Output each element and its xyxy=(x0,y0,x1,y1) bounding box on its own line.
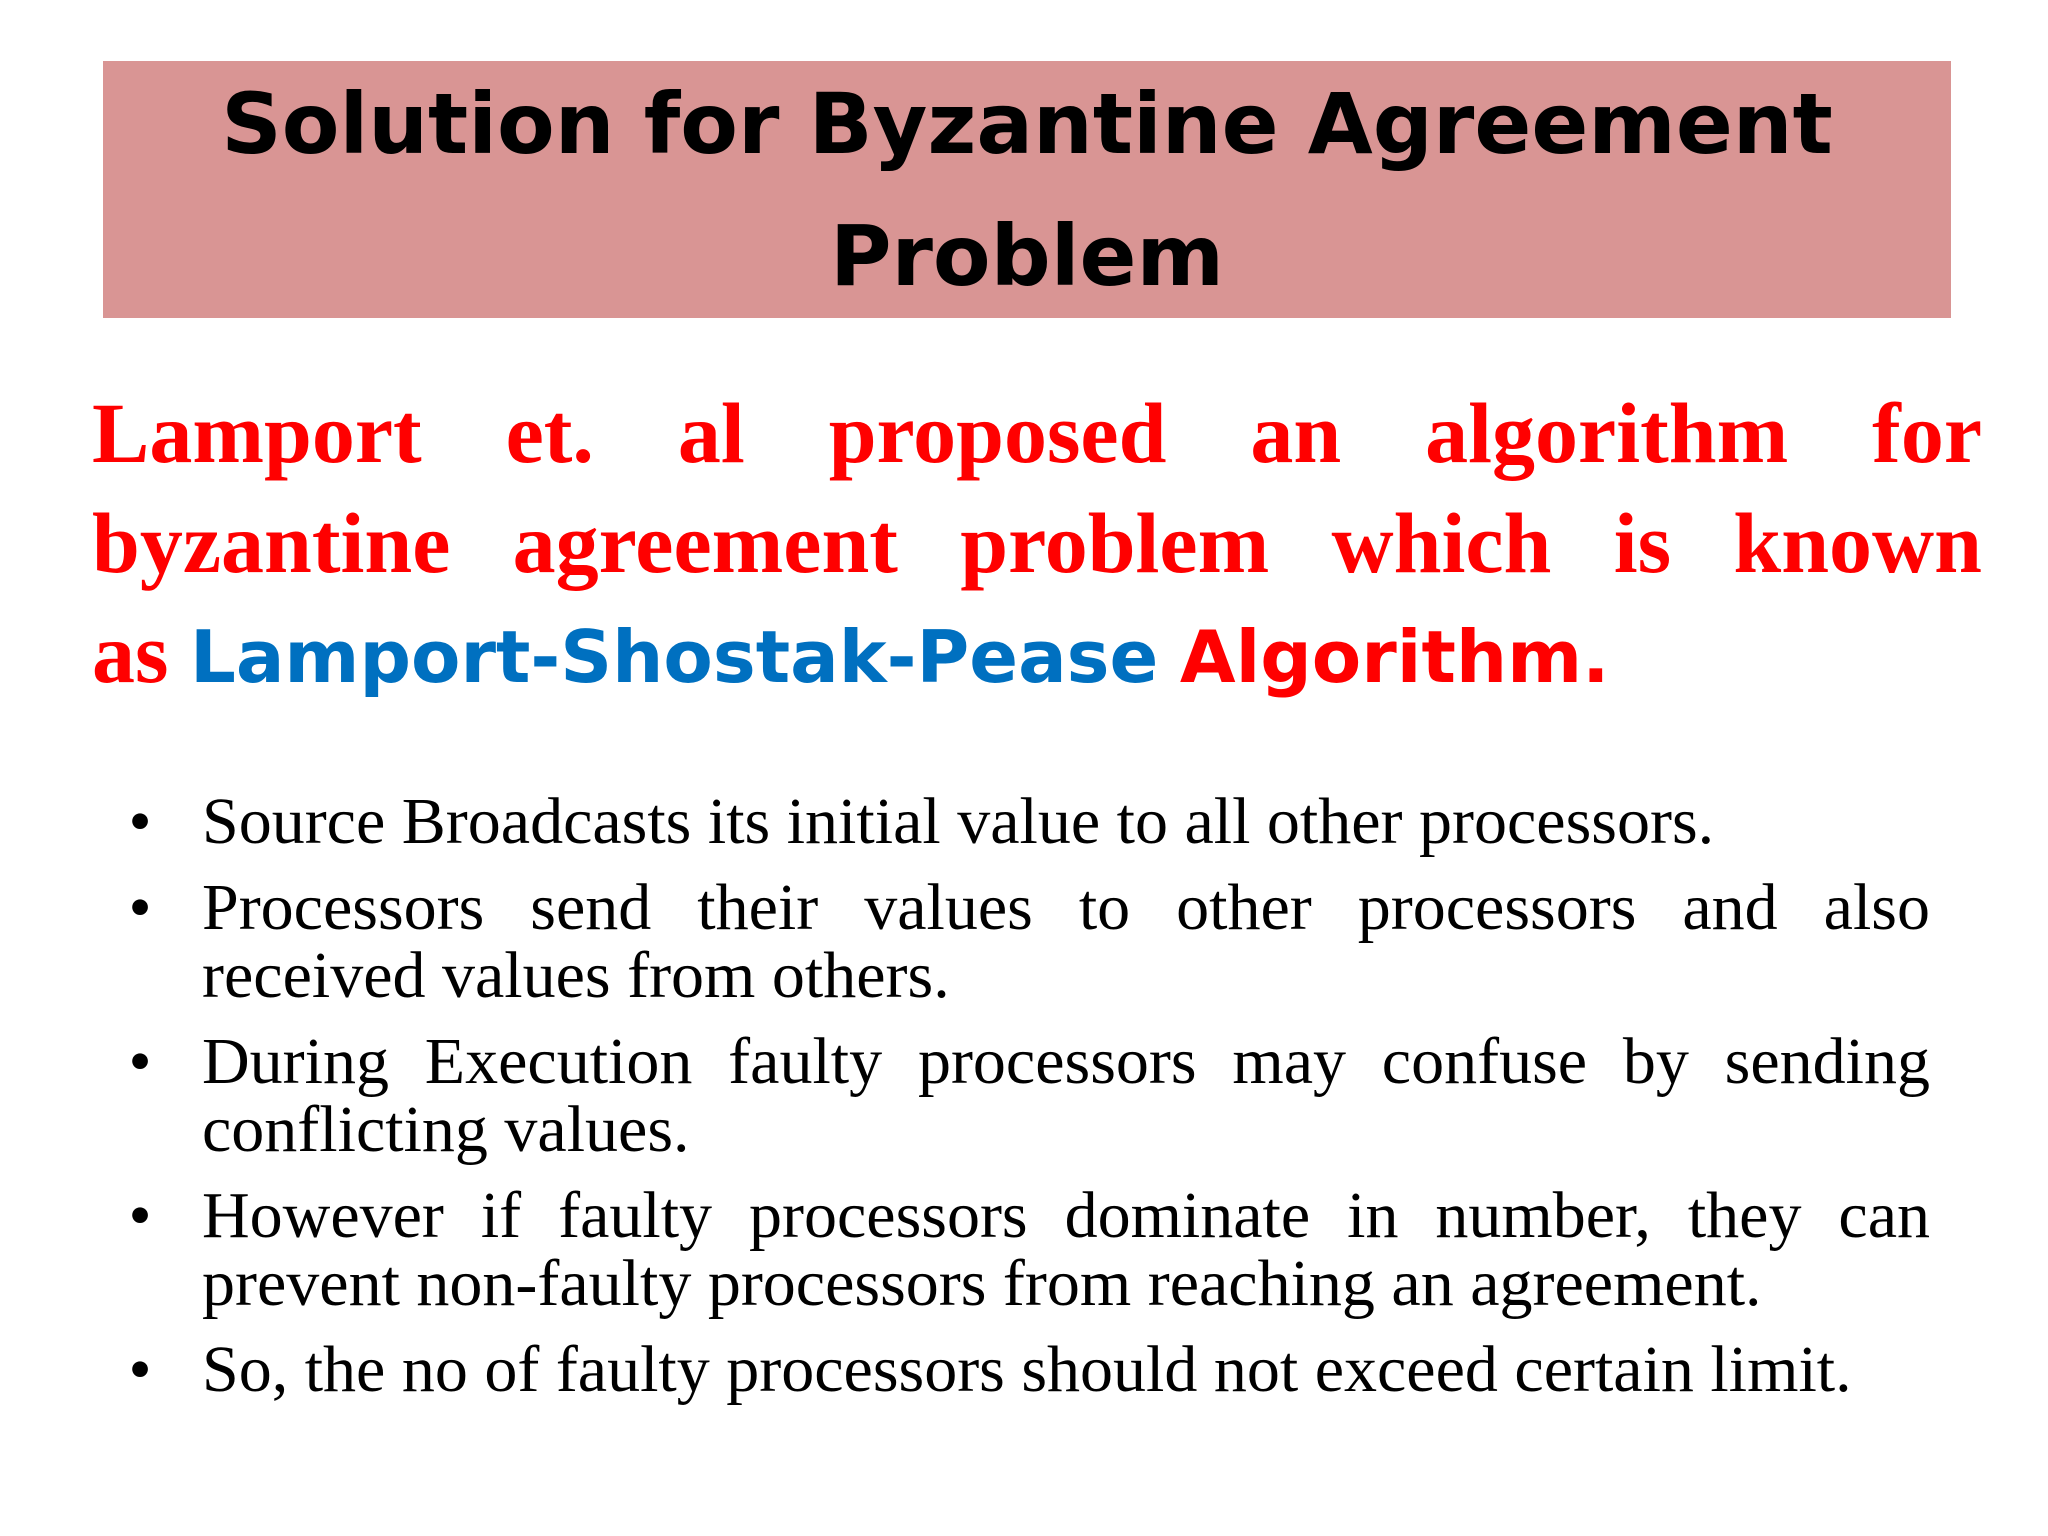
title-banner xyxy=(103,61,1951,318)
intro-line-2: byzantine agreement problem which is known xyxy=(92,495,1982,591)
bullet-text: Source Broadcasts its initial value to all other processors. xyxy=(202,785,1715,858)
bullet-text: However if faulty processors dominate in number, they can prevent non-faulty processors from reaching an agreement. xyxy=(202,1179,1930,1320)
slide-title xyxy=(127,58,1927,322)
bullet-item xyxy=(120,871,1930,1012)
intro-line-3 xyxy=(92,598,1982,712)
algorithm-name: Lamport-Shostak-Pease xyxy=(189,615,1159,699)
bullet-item xyxy=(120,785,1930,858)
bullet-text: Processors send their values to other processors and also received values from others. xyxy=(202,871,1930,1012)
bullet-item xyxy=(120,1333,1930,1406)
bullet-marker: • xyxy=(128,1333,152,1406)
slide-title-line-2: Problem xyxy=(829,206,1225,305)
bullet-marker: • xyxy=(128,1025,152,1098)
bullet-list xyxy=(120,785,1930,1422)
bullet-marker: • xyxy=(128,1179,152,1252)
bullet-item xyxy=(120,1179,1930,1320)
bullet-text: During Execution faulty processors may confuse by sending conflicting values. xyxy=(202,1025,1930,1166)
bullet-item xyxy=(120,1025,1930,1166)
intro-line-3-suffix: Algorithm. xyxy=(1179,615,1610,699)
bullet-marker: • xyxy=(128,785,152,858)
bullet-marker: • xyxy=(128,871,152,944)
bullet-text: So, the no of faulty processors should not exceed certain limit. xyxy=(202,1333,1852,1406)
intro-line-3-prefix: as xyxy=(92,605,169,701)
slide-title-line-1: Solution for Byzantine Agreement xyxy=(221,74,1833,173)
intro-paragraph xyxy=(92,378,1982,712)
intro-line-1: Lamport et. al proposed an algorithm for xyxy=(92,385,1982,481)
